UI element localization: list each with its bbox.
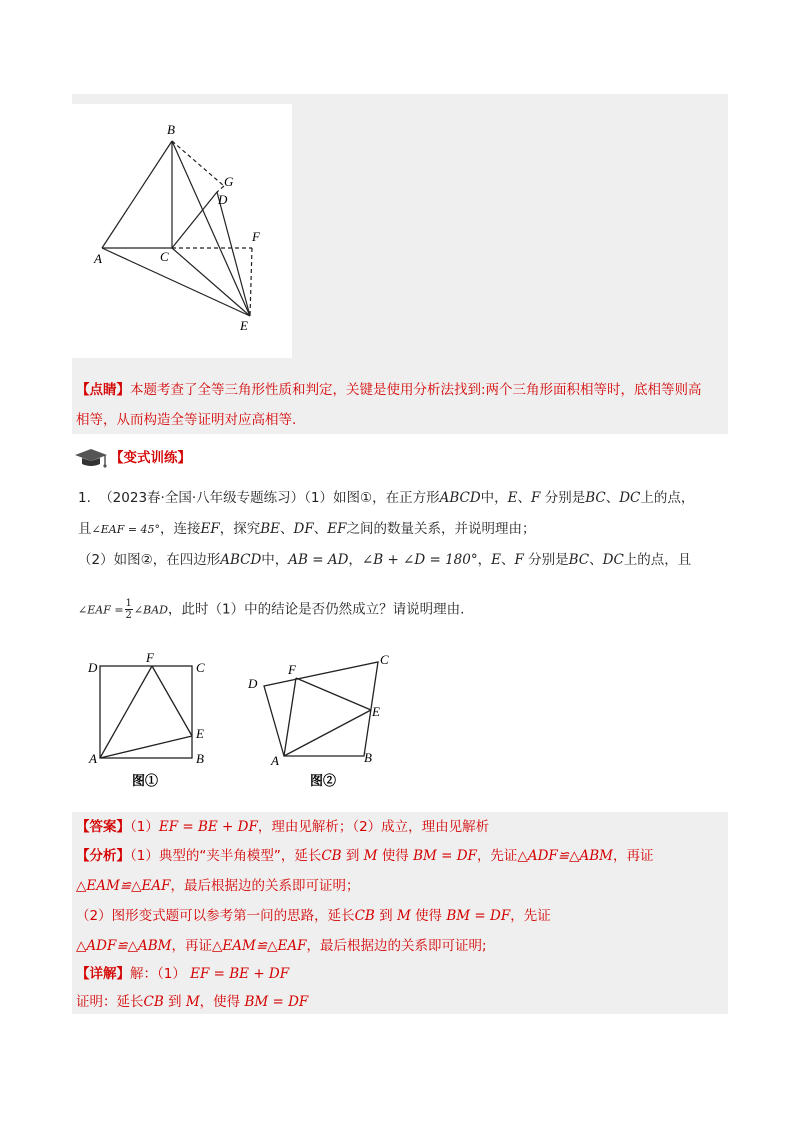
section-title: 【变式训练】 xyxy=(110,450,191,466)
problem-text: 、 xyxy=(605,490,620,506)
problem-text: 、 xyxy=(313,521,328,537)
analysis-line-2 xyxy=(76,876,359,896)
math: CB xyxy=(321,848,342,864)
graduation-cap-icon xyxy=(74,447,108,469)
math: △ADF≌△ABM xyxy=(76,938,172,954)
answer-text: （1） xyxy=(130,819,159,835)
math: EF xyxy=(200,521,220,537)
analysis-text: ，先证 xyxy=(476,848,518,864)
math: △EAM≌△EAF xyxy=(76,878,171,894)
problem-text: 且 xyxy=(78,521,92,537)
problem-text: ，此时（1）中的结论是否仍然成立？请说明理由. xyxy=(168,601,465,618)
comment-text: 相等，从而构造全等证明对应高相等. xyxy=(76,412,297,428)
fraction xyxy=(125,598,133,621)
analysis-line-4 xyxy=(76,936,487,956)
problem-text: 中， xyxy=(480,490,508,506)
math: EF xyxy=(327,521,347,537)
math: ABCD xyxy=(439,490,481,506)
detail-text: ，使得 xyxy=(199,994,241,1010)
section-heading xyxy=(74,447,191,469)
vertex-label: C xyxy=(196,660,205,675)
analysis-text: ，先证 xyxy=(510,908,551,924)
analysis-line-3 xyxy=(76,906,551,926)
analysis-text: （1）典型的“夹半角模型”，延长 xyxy=(130,848,322,864)
problem-text: （2）如图②，在四边形 xyxy=(78,552,221,568)
math: BC xyxy=(568,552,590,568)
math: DF xyxy=(293,521,314,537)
math: BC xyxy=(585,490,606,506)
detail-line-2 xyxy=(76,992,308,1012)
fraction-numerator: 1 xyxy=(125,598,132,609)
problem-text: （1）如图①，在正方形 xyxy=(304,490,440,506)
problem-text: ，探究 xyxy=(219,521,261,537)
analysis-text: ，最后根据边的关系即可证明； xyxy=(170,878,360,894)
vertex-label: E xyxy=(240,318,248,333)
math: E xyxy=(507,490,518,506)
problem-text: 分别是 xyxy=(528,552,569,568)
vertex-label: A xyxy=(89,751,97,766)
vertex-label: F xyxy=(146,650,154,665)
analysis-line-1 xyxy=(76,846,653,866)
math: ∠BAD xyxy=(133,603,168,617)
math: DC xyxy=(619,490,641,506)
fraction-denominator: 2 xyxy=(125,610,132,621)
problem-text: 分别是 xyxy=(544,490,586,506)
analysis-text: 使得 xyxy=(381,848,409,864)
math: BM = DF xyxy=(413,848,477,864)
problem-text: 上的点，且 xyxy=(623,552,692,568)
vertex-label: D xyxy=(248,676,258,691)
math: BE xyxy=(260,521,281,537)
vertex-label: B xyxy=(364,750,372,765)
problem-number: 1. xyxy=(78,490,91,506)
figure-caption: 图② xyxy=(310,773,337,788)
vertex-label: B xyxy=(167,122,175,137)
problem-line-4 xyxy=(78,598,464,621)
vertex-label: D xyxy=(218,192,228,207)
vertex-label: E xyxy=(196,726,204,741)
math: ABCD xyxy=(220,552,262,568)
detail-tag: 【详解】 xyxy=(76,966,130,982)
math: CB xyxy=(143,994,164,1010)
problem-line-1 xyxy=(78,488,694,508)
math: E xyxy=(491,552,501,568)
math: EF = BE + DF xyxy=(158,819,258,835)
quadrilateral-figure xyxy=(240,650,400,790)
detail-text: 到 xyxy=(168,994,182,1010)
math: M xyxy=(363,848,378,864)
vertex-label: C xyxy=(160,249,169,264)
problem-text: 、 xyxy=(280,521,294,537)
problem-text: ， xyxy=(477,552,492,568)
analysis-text: 使得 xyxy=(415,908,443,924)
problem-text: 中， xyxy=(261,552,289,568)
math: BM = DF xyxy=(244,994,309,1010)
square-figure xyxy=(80,650,220,790)
analysis-text: 到 xyxy=(345,848,360,864)
math: ∠EAF = 45° xyxy=(91,523,161,536)
vertex-label: B xyxy=(196,751,204,766)
comment-tag: 【点睛】 xyxy=(76,382,130,398)
math: DC xyxy=(602,552,624,568)
analysis-text: ，再证 xyxy=(612,848,654,864)
analysis-text: ，最后根据边的关系即可证明; xyxy=(306,938,487,954)
math: △ADF≌△ABM xyxy=(517,848,613,864)
analysis-text: ，再证 xyxy=(171,938,213,954)
math: F xyxy=(531,490,541,506)
problem-text: ，连接 xyxy=(160,521,201,537)
math: M xyxy=(396,908,411,924)
math: F xyxy=(514,552,524,568)
math: EF = BE + DF xyxy=(190,966,290,982)
vertex-label: F xyxy=(288,662,296,677)
analysis-text: 到 xyxy=(379,908,393,924)
triangle-figure xyxy=(72,104,292,358)
problem-text: 、 xyxy=(517,490,532,506)
answer-line xyxy=(76,817,489,837)
problem-line-3 xyxy=(78,550,691,570)
math: M xyxy=(185,994,200,1010)
comment-line-1 xyxy=(76,380,702,400)
figure-caption: 图① xyxy=(132,773,159,788)
answer-text: ，理由见解析；（2）成立，理由见解析 xyxy=(257,819,490,835)
math: BM = DF xyxy=(446,908,511,924)
vertex-label: D xyxy=(88,660,98,675)
vertex-label: C xyxy=(380,652,389,667)
problem-source: （2023春·全国·八年级专题练习） xyxy=(99,490,305,506)
math: ∠EAF = xyxy=(78,603,124,617)
problem-line-2 xyxy=(78,519,535,540)
problem-text: 、 xyxy=(589,552,603,568)
answer-tag: 【答案】 xyxy=(76,819,130,835)
analysis-tag: 【分析】 xyxy=(76,848,130,864)
comment-text: 本题考查了全等三角形性质和判定，关键是使用分析法找到:两个三角形面积相等时，底相等则高 xyxy=(130,382,702,398)
problem-text: 上的点， xyxy=(640,490,695,506)
problem-text: 、 xyxy=(500,552,515,568)
vertex-label: A xyxy=(271,753,279,768)
comment-line-2 xyxy=(76,410,296,430)
analysis-text: （2）图形变式题可以参考第一问的思路，延长 xyxy=(76,908,355,924)
vertex-label: F xyxy=(252,229,260,244)
math: ∠B + ∠D = 180° xyxy=(361,552,478,568)
math: △EAM≌△EAF xyxy=(212,938,307,954)
detail-text: 解：（1） xyxy=(130,966,186,982)
detail-line-1 xyxy=(76,964,289,984)
problem-text: 之间的数量关系，并说明理由； xyxy=(346,521,536,537)
vertex-label: G xyxy=(224,174,234,189)
detail-text: 证明：延长 xyxy=(76,994,144,1010)
vertex-label: A xyxy=(94,251,102,266)
math: AB = AD xyxy=(288,552,349,568)
math: CB xyxy=(354,908,375,924)
problem-text: ， xyxy=(348,552,362,568)
vertex-label: E xyxy=(372,704,380,719)
